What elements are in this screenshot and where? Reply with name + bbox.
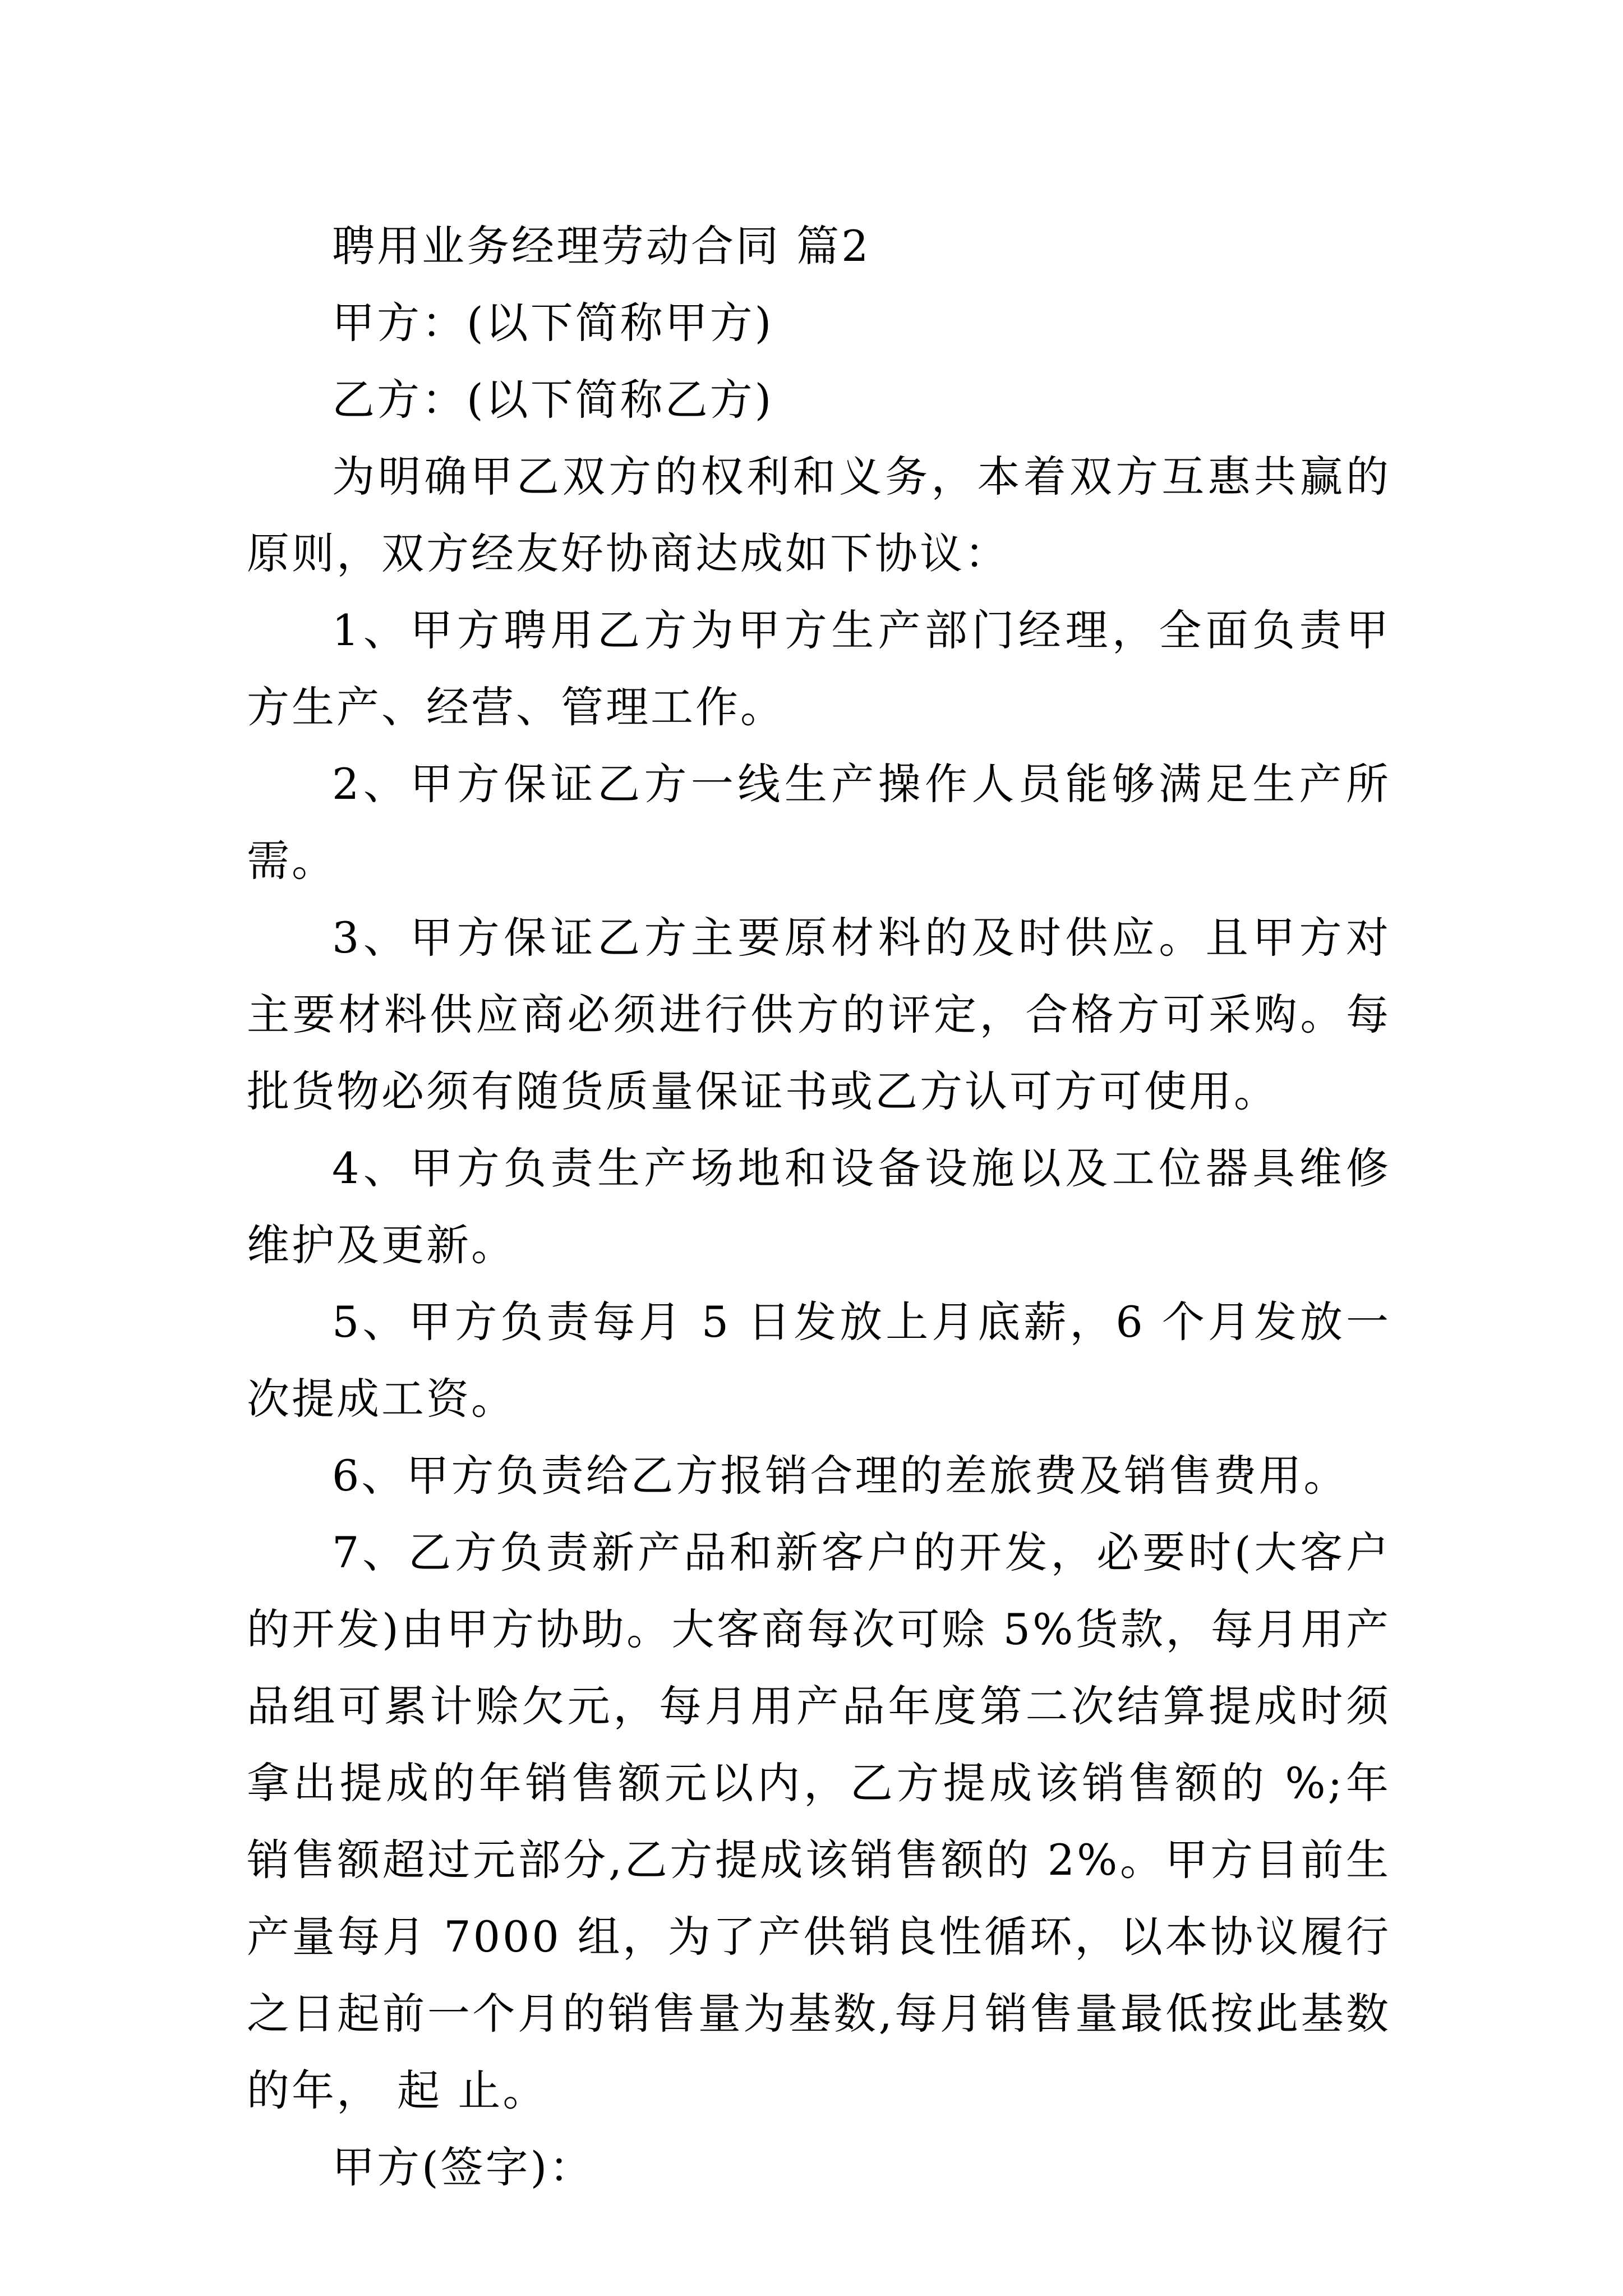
- party-a-line: 甲方：(以下简称甲方): [332, 298, 774, 348]
- document-title: 聘用业务经理劳动合同 篇2: [332, 221, 871, 271]
- clause-6: 6、甲方负责给乙方报销合理的差旅费及销售费用。: [332, 1451, 1349, 1501]
- clause-4: 4、甲方负责生产场地和设备设施以及工位器具维修维护及更新。: [247, 1143, 1391, 1270]
- clause-3: 3、甲方保证乙方主要原材料的及时供应。且甲方对主要材料供应商必须进行供方的评定，合格方可采购。每批货物必须有随货质量保证书或乙方认可方可使用。: [247, 913, 1391, 1116]
- intro-paragraph: 为明确甲乙双方的权利和义务，本着双方互惠共赢的原则，双方经友好协商达成如下协议：: [247, 452, 1391, 578]
- clause-1: 1、甲方聘用乙方为甲方生产部门经理，全面负责甲方生产、经营、管理工作。: [247, 605, 1391, 732]
- party-b-line: 乙方：(以下简称乙方): [332, 375, 774, 425]
- clause-5: 5、甲方负责每月 5 日发放上月底薪，6 个月发放一次提成工资。: [247, 1297, 1391, 1424]
- signature-party-a: 甲方(签字)：: [332, 2142, 594, 2192]
- document-body: [247, 208, 1391, 2206]
- clause-2: 2、甲方保证乙方一线生产操作人员能够满足生产所需。: [247, 759, 1391, 886]
- clause-7: 7、乙方负责新产品和新客户的开发，必要时(大客户的开发)由甲方协助。大客商每次可赊 5%货款，每月用产品组可累计赊欠元，每月用产品年度第二次结算提成时须拿出提成的年销售额元以内，乙方提成该销售额的 %;年销售额超过元部分,乙方提成该销售额的 2%。甲方目前生产量每月 7000 组，为了产供销良性循环，以本协议履行之日起前一个月的销售量为基数,每月销售量最低按此基数的年， 起 止。: [247, 1527, 1391, 2115]
